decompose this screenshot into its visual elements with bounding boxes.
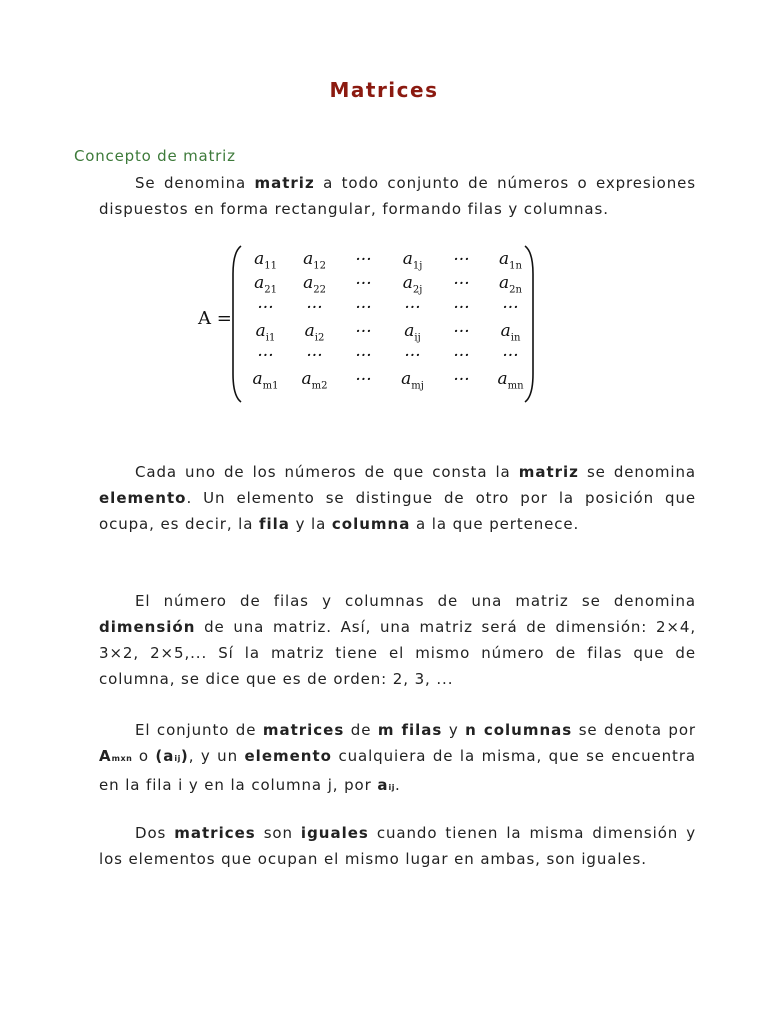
term-matriz: matriz	[518, 463, 579, 481]
term-dimension: dimensión	[99, 618, 196, 636]
matrix-cell: ···	[355, 346, 372, 366]
text: se denomina	[578, 463, 696, 481]
matrix-row	[241, 344, 535, 368]
matrix-cell: $a_{mn}$	[497, 368, 524, 392]
matrix-cell: ···	[502, 298, 519, 318]
matrix-grid	[241, 248, 535, 392]
term-elemento: elemento	[99, 489, 187, 507]
matrix-cell: ···	[355, 274, 372, 294]
text: o	[132, 747, 156, 765]
paragraph-iguales	[99, 820, 696, 872]
matrix-cell: $a_{1j}$	[402, 248, 423, 272]
matrix-cell: $a_{11}$	[254, 248, 277, 272]
matrix-cell: ···	[355, 322, 372, 342]
matrix-cell: ···	[453, 346, 470, 366]
text: El conjunto de	[135, 721, 263, 739]
matrix-cell: ···	[453, 250, 470, 270]
subscript-mxn: mxn	[111, 754, 133, 763]
matrix-cell: $a_{2j}$	[402, 272, 423, 296]
matrix-cell: $a_{m1}$	[252, 368, 279, 392]
matrix-cell: ···	[306, 346, 323, 366]
matrix-cell: $a_{i2}$	[304, 320, 325, 344]
matrix-cell: ···	[404, 346, 421, 366]
matrix-cell: $a_{1n}$	[499, 248, 522, 272]
section-heading: Concepto de matriz	[74, 147, 236, 165]
term-matriz: matriz	[254, 174, 315, 192]
matrix-cell: ···	[355, 370, 372, 390]
text: Dos	[135, 824, 175, 842]
text: de	[344, 721, 378, 739]
matrix-cell: $a_{12}$	[303, 248, 326, 272]
matrix-row	[241, 320, 535, 344]
matrix-cell: ···	[355, 298, 372, 318]
matrix-cell: ···	[404, 298, 421, 318]
text: son	[255, 824, 301, 842]
matrix-cell: ···	[355, 250, 372, 270]
paragraph-elemento	[99, 459, 696, 537]
matrix-cell: $a_{22}$	[303, 272, 326, 296]
term-matrices: matrices	[174, 824, 256, 842]
subscript-ij: ij	[174, 754, 181, 763]
matrix-row	[241, 296, 535, 320]
matrix-cell: $a_{m2}$	[301, 368, 328, 392]
matrix-cell: ···	[453, 322, 470, 342]
matrix-cell: ···	[257, 298, 274, 318]
term-elemento: elemento	[244, 747, 332, 765]
matrix-row	[241, 248, 535, 272]
text: El número de filas y columnas de una matriz se denomina	[135, 592, 696, 610]
subscript-ij: ij	[388, 783, 395, 792]
term-iguales: iguales	[300, 824, 369, 842]
matrix-cell: $a_{ij}$	[404, 320, 421, 344]
matrix-cell: ···	[502, 346, 519, 366]
matrix-cell: $a_{in}$	[500, 320, 521, 344]
symbol-aij-open: (a	[155, 747, 175, 765]
matrix-cell: ···	[257, 346, 274, 366]
matrix-row	[241, 272, 535, 296]
matrix-row	[241, 368, 535, 392]
matrix-formula	[195, 244, 540, 404]
symbol-aij-close: )	[180, 747, 189, 765]
symbol-a: a	[377, 776, 389, 794]
text: y la	[289, 515, 332, 533]
text: a todo conjunto de números o expresiones dispuestos en forma rectangular, formando filas y columnas.	[99, 174, 696, 218]
paragraph-definition	[99, 170, 696, 222]
matrix-cell: ···	[306, 298, 323, 318]
matrix-cell: $a_{mj}$	[401, 368, 424, 392]
text: cuando tienen la misma dimensión y los elementos que ocupan el mismo lugar en ambas, son iguales.	[99, 824, 696, 868]
term-fila: fila	[259, 515, 290, 533]
text: y	[442, 721, 466, 739]
matrix-cell: $a_{i1}$	[255, 320, 276, 344]
symbol-A: A	[99, 747, 112, 765]
term-columna: columna	[331, 515, 411, 533]
matrix-cell: $a_{2n}$	[499, 272, 522, 296]
text: .	[394, 776, 401, 794]
text: Cada uno de los números de que consta la	[135, 463, 519, 481]
text: cualquiera de la misma, que se encuentra en la fila i y en la columna j, por	[99, 747, 696, 794]
text: de una matriz. Así, una matriz será de dimensión: 2×4, 3×2, 2×5,... Sí la matriz tiene el mismo número de filas que de columna, se dice que es de orden: 2, 3, ...	[99, 618, 696, 688]
matrix-cell: ···	[453, 370, 470, 390]
matrix-cell: $a_{21}$	[254, 272, 277, 296]
page-title: Matrices	[329, 78, 439, 102]
text: . Un elemento se distingue de otro por la posición que ocupa, es decir, la	[99, 489, 696, 533]
paragraph-notation	[99, 717, 696, 801]
matrix-cell: ···	[453, 298, 470, 318]
text: se denota por	[572, 721, 696, 739]
term-n-columnas: n columnas	[465, 721, 573, 739]
term-m-filas: m filas	[377, 721, 443, 739]
text: , y un	[188, 747, 245, 765]
term-matrices: matrices	[262, 721, 345, 739]
matrix-lhs: A =	[198, 308, 232, 329]
paragraph-dimension	[99, 588, 696, 692]
matrix-cell: ···	[453, 274, 470, 294]
text: a la que pertenece.	[410, 515, 580, 533]
text: Se denomina	[135, 174, 255, 192]
